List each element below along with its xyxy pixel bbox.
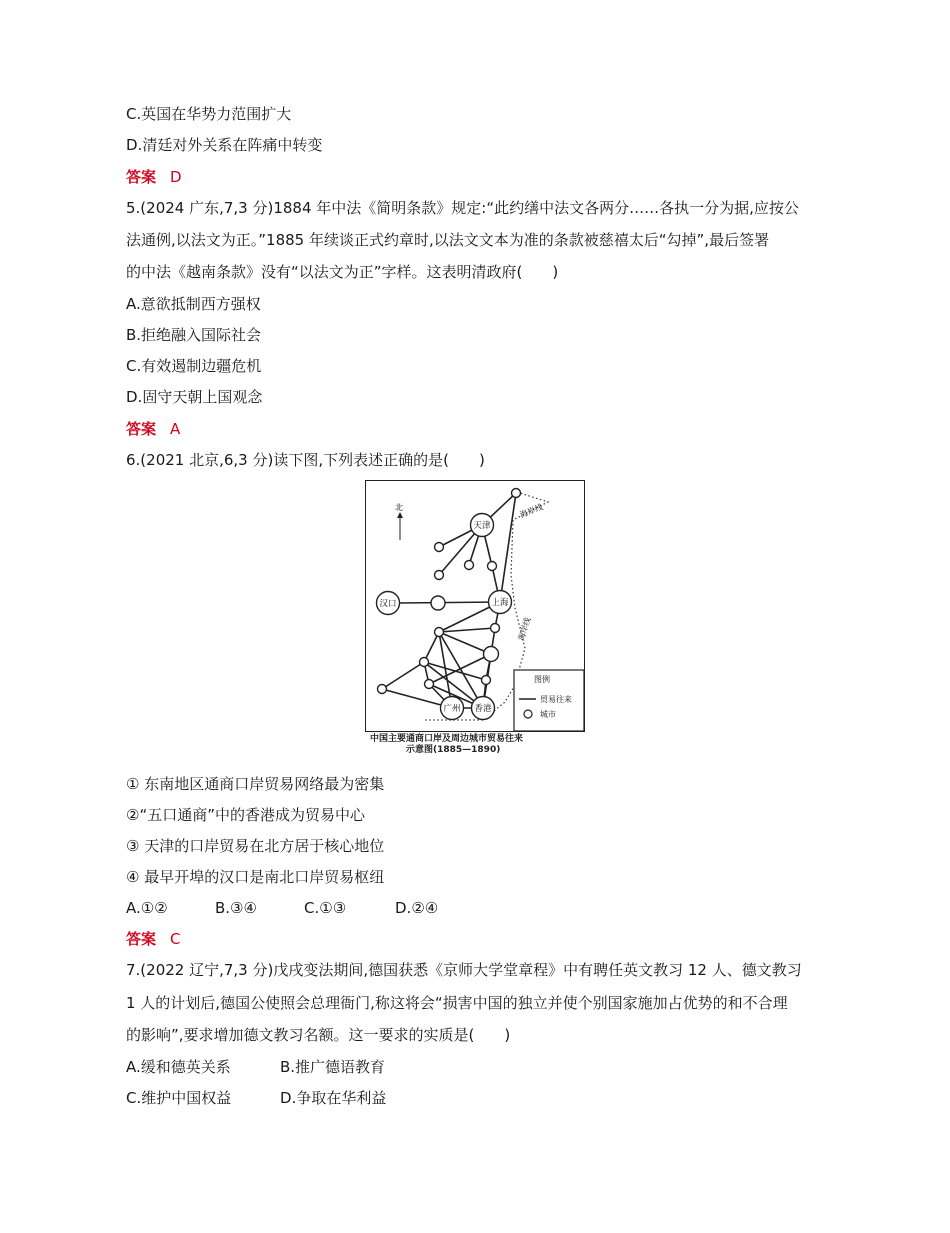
coast-label-top: 海岸线 [518,502,545,520]
label-hongkong: 香港 [474,704,492,714]
answer-value: C [170,930,181,948]
q7-option-a: A.缓和德英关系 [126,1058,231,1076]
figure-caption [370,734,610,756]
legend-title: 图例 [534,675,550,684]
city-node [488,562,497,571]
q6-statement-1: ① 东南地区通商口岸贸易网络最为密集 [126,775,385,793]
trade-map [365,480,585,732]
q6-option-c: C.①③ [304,899,347,917]
city-node [482,676,491,685]
trade-line [424,662,486,680]
q5-answer [126,419,180,439]
legend-city-label: 城市 [540,710,556,719]
q7-stem-line-1: 7.(2022 辽宁,7,3 分)戊戌变法期间,德国获悉《京师大学堂章程》中有聘任英文教习 12 人、德文教习 [126,961,802,979]
q5-option-c: C.有效遏制边疆危机 [126,357,262,375]
q6-option-a: A.①② [126,899,168,917]
q6-option-b: B.③④ [215,899,257,917]
trade-line [439,632,491,654]
answer-label: 答案 [126,930,157,948]
q6-options [126,898,438,918]
city-node [435,571,444,580]
legend-trade-label: 贸易往来 [540,695,572,704]
answer-value: D [170,168,182,186]
q7-options-row-2 [126,1088,386,1108]
q4-answer [126,167,182,187]
north-label: 北 [395,503,403,512]
q6-option-d: D.②④ [395,899,439,917]
q5-stem-line-2: 法通例,以法文为正。”1885 年续谈正式约章时,以法文文本为准的条款被慈禧太后“勾掉”,最后签署 [126,231,770,249]
city-node [465,561,474,570]
trade-map-figure [365,480,585,732]
trade-line [382,662,424,689]
city-node [491,624,500,633]
city-node [512,489,521,498]
city-node [420,658,429,667]
q6-answer [126,929,181,949]
trade-line [500,493,516,602]
q5-option-d: D.固守天朝上国观念 [126,388,263,406]
answer-value: A [170,420,181,438]
label-guangzhou: 广州 [443,704,461,714]
q5-stem-line-3: 的中法《越南条款》没有“以法文为正”字样。这表明清政府( ) [126,263,559,281]
q6-stem: 6.(2021 北京,6,3 分)读下图,下列表述正确的是( ) [126,451,485,469]
city-node [378,685,387,694]
q7-stem-line-3: 的影响”,要求增加德文教习名额。这一要求的实质是( ) [126,1026,511,1044]
city-node [435,543,444,552]
coast-label-mid: 海岸线 [516,616,533,642]
caption-line-1: 中国主要通商口岸及周边城市贸易往来 [370,734,524,744]
q7-option-b: B.推广德语教育 [280,1058,386,1076]
label-shanghai: 上海 [491,598,509,608]
q6-statement-3: ③ 天津的口岸贸易在北方居于核心地位 [126,837,385,855]
city-node [435,628,444,637]
north-arrow-head [397,512,403,518]
legend-city-circle [524,710,532,718]
q5-option-a: A.意欲抵制西方强权 [126,295,261,313]
q6-statement-2: ②“五口通商”中的香港成为贸易中心 [126,806,365,824]
city-node [484,647,499,662]
label-hankou: 汉口 [379,599,397,609]
q7-stem-line-2: 1 人的计划后,德国公使照会总理衙门,称这将会“损害中国的独立并使个别国家施加占优势的和不合理 [126,994,788,1012]
q5-option-b: B.拒绝融入国际社会 [126,326,262,344]
q7-option-d: D.争取在华利益 [280,1089,387,1107]
city-node [431,596,445,610]
q7-option-c: C.维护中国权益 [126,1089,232,1107]
answer-label: 答案 [126,168,157,186]
q5-stem-line-1: 5.(2024 广东,7,3 分)1884 年中法《简明条款》规定:“此约缮中法文各两分……各执一分为据,应按公 [126,199,799,217]
city-node [425,680,434,689]
label-tianjin: 天津 [473,521,491,531]
q7-options-row-1 [126,1057,385,1077]
q4-option-c: C.英国在华势力范围扩大 [126,105,292,123]
trade-line [399,602,500,603]
caption-line-2: 示意图(1885—1890) [406,745,501,755]
answer-label: 答案 [126,420,157,438]
q4-option-d: D.清廷对外关系在阵痛中转变 [126,136,323,154]
q6-statement-4: ④ 最早开埠的汉口是南北口岸贸易枢纽 [126,868,385,886]
